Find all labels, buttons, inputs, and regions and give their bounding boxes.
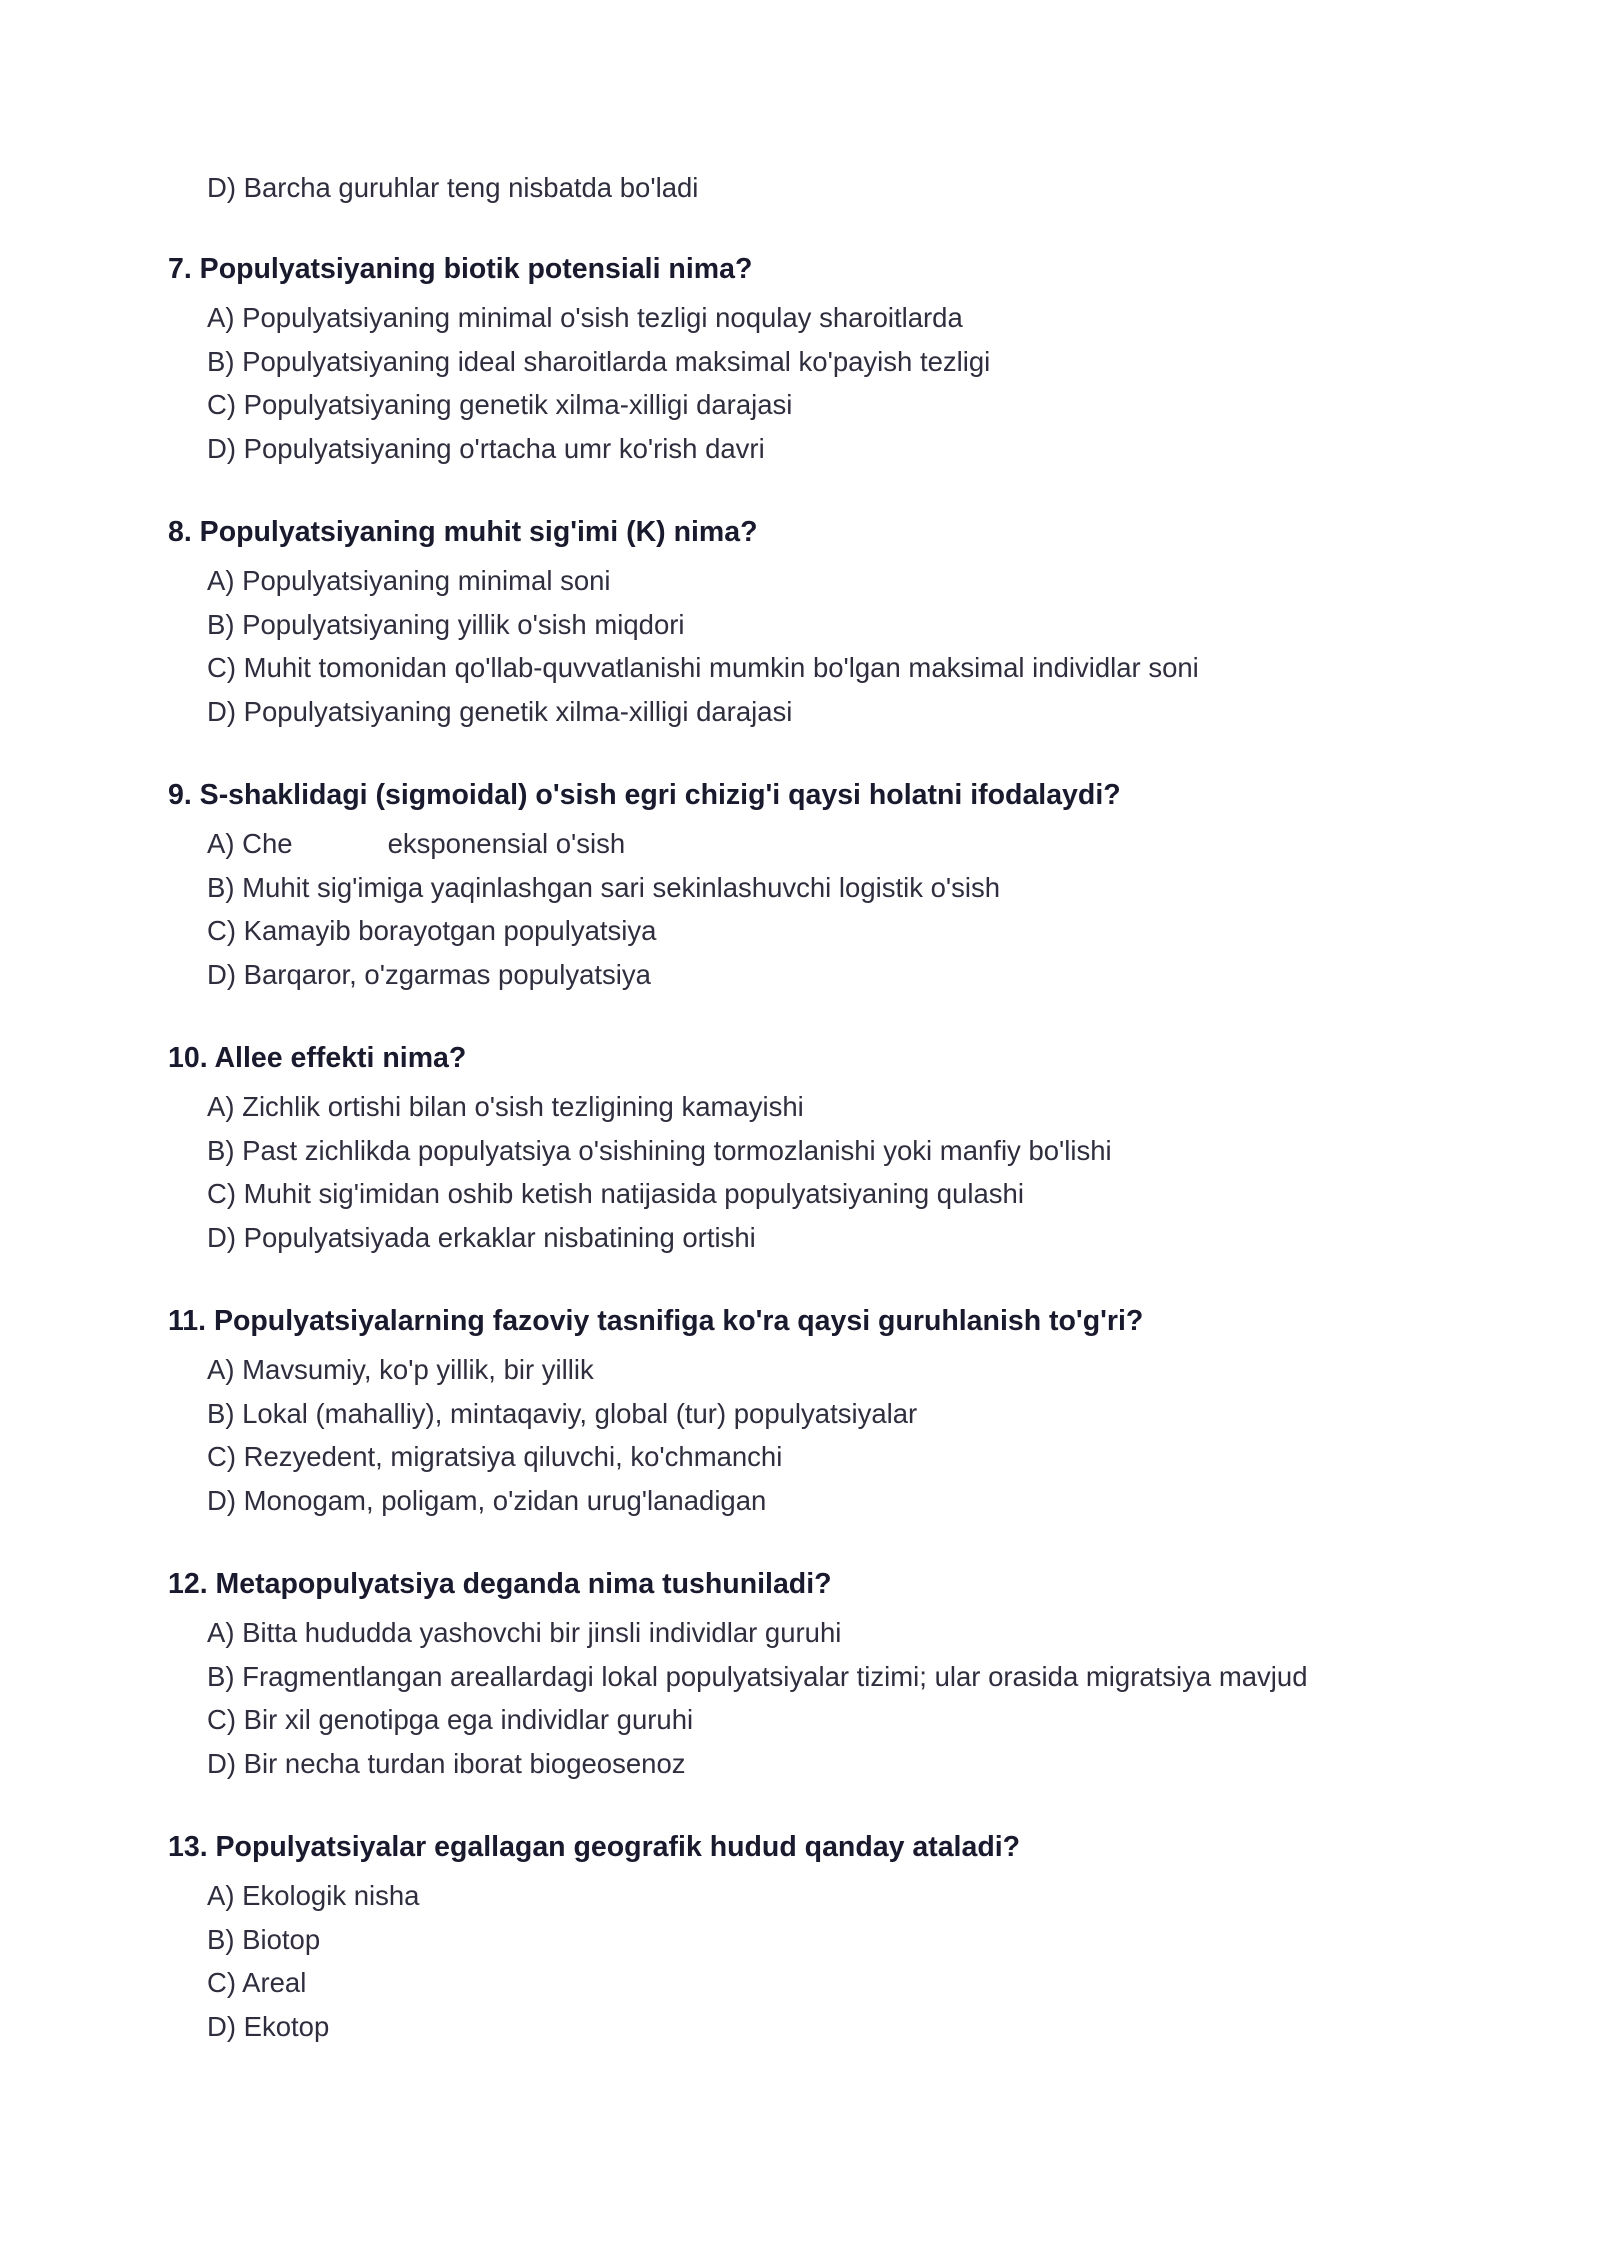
option-d: D) Populyatsiyaning genetik xilma-xilligi darajasi <box>207 695 793 727</box>
option-c: C) Rezyedent, migratsiya qiluvchi, ko'chmanchi <box>207 1441 783 1473</box>
option-a: A) Populyatsiyaning minimal soni <box>207 565 611 596</box>
answer-options <box>207 563 1199 737</box>
option-d: D) Monogam, poligam, o'zidan urug'lanadigan <box>207 1484 767 1516</box>
option-a: A) Populyatsiyaning minimal o'sish tezligi noqulay sharoitlarda <box>207 302 963 333</box>
option-d: D) Ekotop <box>207 2010 330 2042</box>
option-b: B) Populyatsiyaning yillik o'sish miqdori <box>207 608 685 640</box>
option-b: B) Lokal (mahalliy), mintaqaviy, global (tur) populyatsiyalar <box>207 1397 918 1429</box>
option-b: B) Fragmentlangan areallardagi lokal populyatsiyalar tizimi; ular orasida migratsiya mavjud <box>207 1660 1308 1692</box>
option-c: C) Bir xil genotipga ega individlar guruhi <box>207 1704 694 1736</box>
option-a: A) Zichlik ortishi bilan o'sish tezligining kamayishi <box>207 1091 804 1122</box>
question-title: 11. Populyatsiyalarning fazoviy tasnifiga ko'ra qaysi guruhlanish to'g'ri? <box>168 1305 1144 1337</box>
question-title: 12. Metapopulyatsiya deganda nima tushuniladi? <box>168 1568 832 1600</box>
question-title: 7. Populyatsiyaning biotik potensiali nima? <box>168 253 753 285</box>
answer-options <box>207 300 990 474</box>
option-b: B) Muhit sig'imiga yaqinlashgan sari sekinlashuvchi logistik o'sish <box>207 871 1001 903</box>
option-c: C) Areal <box>207 1967 307 1999</box>
option-c: C) Kamayib borayotgan populyatsiya <box>207 915 657 947</box>
answer-options <box>207 1089 1112 1263</box>
option-a-end: eksponensial o'sish <box>387 828 626 859</box>
option-d: D) Populyatsiyaning o'rtacha umr ko'rish davri <box>207 432 765 464</box>
answer-options <box>207 826 1000 1000</box>
answer-options <box>207 1352 917 1526</box>
answer-options <box>207 1878 419 2052</box>
option-b: B) Populyatsiyaning ideal sharoitlarda maksimal ko'payish tezligi <box>207 345 991 377</box>
option-b: B) Past zichlikda populyatsiya o'sishining tormozlanishi yoki manfiy bo'lishi <box>207 1134 1112 1166</box>
option-c: C) Muhit sig'imidan oshib ketish natijasida populyatsiyaning qulashi <box>207 1178 1024 1210</box>
question-title: 10. Allee effekti nima? <box>168 1042 467 1074</box>
option-a: A) Bitta hududda yashovchi bir jinsli individlar guruhi <box>207 1617 842 1648</box>
option-d: D) Barqaror, o'zgarmas populyatsiya <box>207 958 651 990</box>
question-title: 9. S-shaklidagi (sigmoidal) o'sish egri chizig'i qaysi holatni ifodalaydi? <box>168 779 1121 811</box>
option-b: B) Biotop <box>207 1923 321 1955</box>
question-title: 8. Populyatsiyaning muhit sig'imi (K) nima? <box>168 516 758 548</box>
option-d: D) Bir necha turdan iborat biogeosenoz <box>207 1747 686 1779</box>
option-a-start: A) Che <box>207 828 293 859</box>
option-a <box>207 826 1000 870</box>
answer-options <box>207 1615 1308 1789</box>
option-d: D) Populyatsiyada erkaklar nisbatining ortishi <box>207 1221 756 1253</box>
option-c: C) Populyatsiyaning genetik xilma-xilligi darajasi <box>207 389 793 421</box>
question-title: 13. Populyatsiyalar egallagan geografik hudud qanday ataladi? <box>168 1831 1021 1863</box>
previous-question-option-d: D) Barcha guruhlar teng nisbatda bo'ladi <box>207 172 699 203</box>
option-a: A) Mavsumiy, ko'p yillik, bir yillik <box>207 1354 594 1385</box>
option-a: A) Ekologik nisha <box>207 1880 420 1911</box>
option-c: C) Muhit tomonidan qo'llab-quvvatlanishi mumkin bo'lgan maksimal individlar soni <box>207 652 1199 684</box>
